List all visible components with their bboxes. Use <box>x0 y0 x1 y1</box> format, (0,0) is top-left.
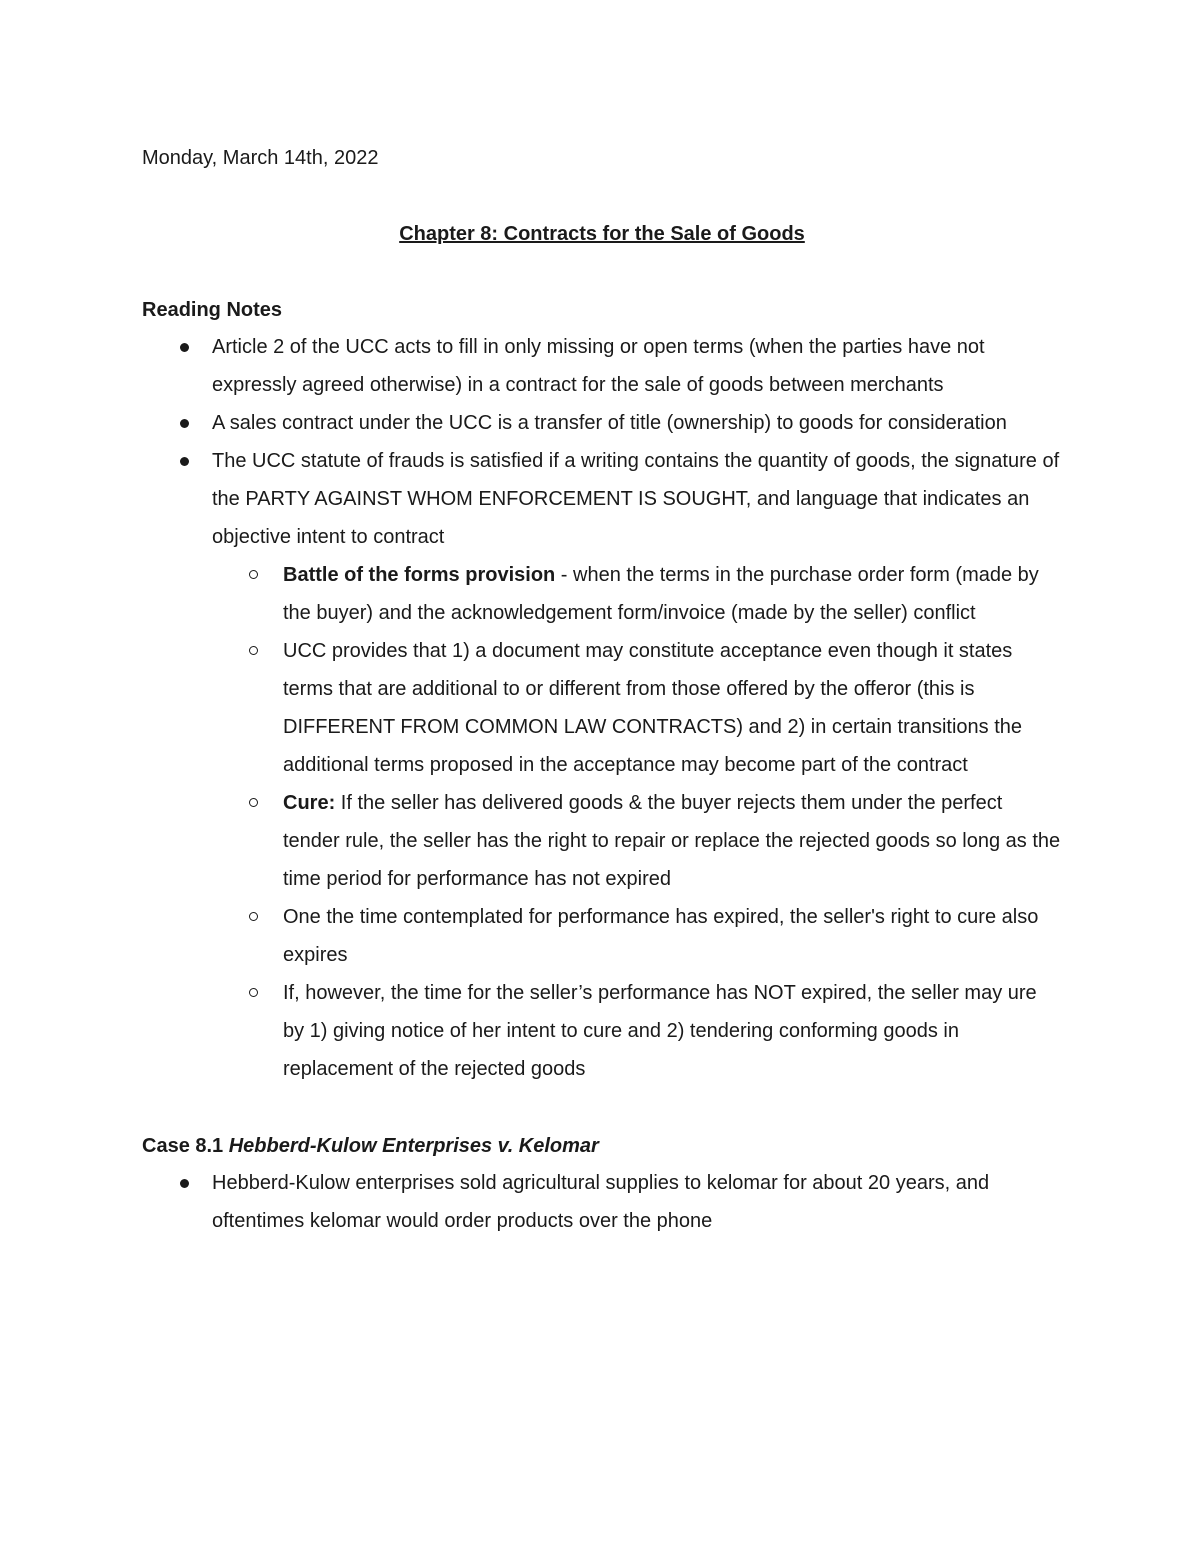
case-number: Case 8.1 <box>142 1135 229 1157</box>
sub-item-bold-term: Cure: <box>283 792 336 814</box>
reading-notes-list <box>142 328 1062 556</box>
document-date: Monday, March 14th, 2022 <box>142 147 379 169</box>
list-item <box>142 328 1062 404</box>
list-item-text: The UCC statute of frauds is satisfied if a writing contains the quantity of goods, the signature of the PARTY AGAINST WHOM ENFORCEMENT IS SOUGHT, and language that indicates an objective intent to contract <box>212 450 1060 548</box>
list-item-text: A sales contract under the UCC is a transfer of title (ownership) to goods for consideration <box>212 412 1007 434</box>
hollow-bullet-icon <box>249 912 258 921</box>
bullet-dot-icon <box>180 457 189 466</box>
sub-list-item <box>142 784 1062 898</box>
sub-list-item <box>142 898 1062 974</box>
sub-list-item <box>142 632 1062 784</box>
list-item <box>142 442 1062 556</box>
case-heading <box>142 1128 1062 1164</box>
sub-item-text: If the seller has delivered goods & the buyer rejects them under the perfect tender rule, the seller has the right to repair or replace the rejected goods so long as the time period for performance has not expired <box>283 792 1061 890</box>
sub-list-item <box>142 556 1062 632</box>
list-item-text: Article 2 of the UCC acts to fill in only missing or open terms (when the parties have not expressly agreed otherwise) in a contract for the sale of goods between merchants <box>212 336 985 396</box>
document-content <box>142 140 1062 1240</box>
chapter-title: Chapter 8: Contracts for the Sale of Goods <box>399 223 805 245</box>
hollow-bullet-icon <box>249 646 258 655</box>
reading-notes-heading: Reading Notes <box>142 299 283 321</box>
sub-item-text: If, however, the time for the seller’s performance has NOT expired, the seller may ure by 1) giving notice of her intent to cure and 2) tendering conforming goods in replacement of the rejected goods <box>283 982 1037 1080</box>
list-item <box>142 404 1062 442</box>
case-notes-list <box>142 1164 1062 1240</box>
list-item-text: Hebberd-Kulow enterprises sold agricultural supplies to kelomar for about 20 years, and oftentimes kelomar would order products over the phone <box>212 1172 990 1232</box>
bullet-dot-icon <box>180 1179 189 1188</box>
hollow-bullet-icon <box>249 570 258 579</box>
sub-item-text: - when the terms in the purchase order form (made by the buyer) and the acknowledgement form/invoice (made by the seller) conflict <box>283 564 1039 624</box>
bullet-dot-icon <box>180 343 189 352</box>
hollow-bullet-icon <box>249 798 258 807</box>
hollow-bullet-icon <box>249 988 258 997</box>
sub-item-text: One the time contemplated for performance has expired, the seller's right to cure also expires <box>283 906 1039 966</box>
bullet-dot-icon <box>180 419 189 428</box>
case-name: Hebberd-Kulow Enterprises v. Kelomar <box>228 1135 599 1157</box>
list-item <box>142 1164 1062 1240</box>
sub-item-text: UCC provides that 1) a document may constitute acceptance even though it states terms that are additional to or different from those offered by the offeror (this is DIFFERENT FROM COMMON LAW CONTRACTS) and 2) in certain transitions the additional terms proposed in the acceptance may become part of the contract <box>283 640 1023 776</box>
reading-notes-sublist <box>142 556 1062 1088</box>
sub-list-item <box>142 974 1062 1088</box>
sub-item-bold-term: Battle of the forms provision <box>283 564 556 586</box>
